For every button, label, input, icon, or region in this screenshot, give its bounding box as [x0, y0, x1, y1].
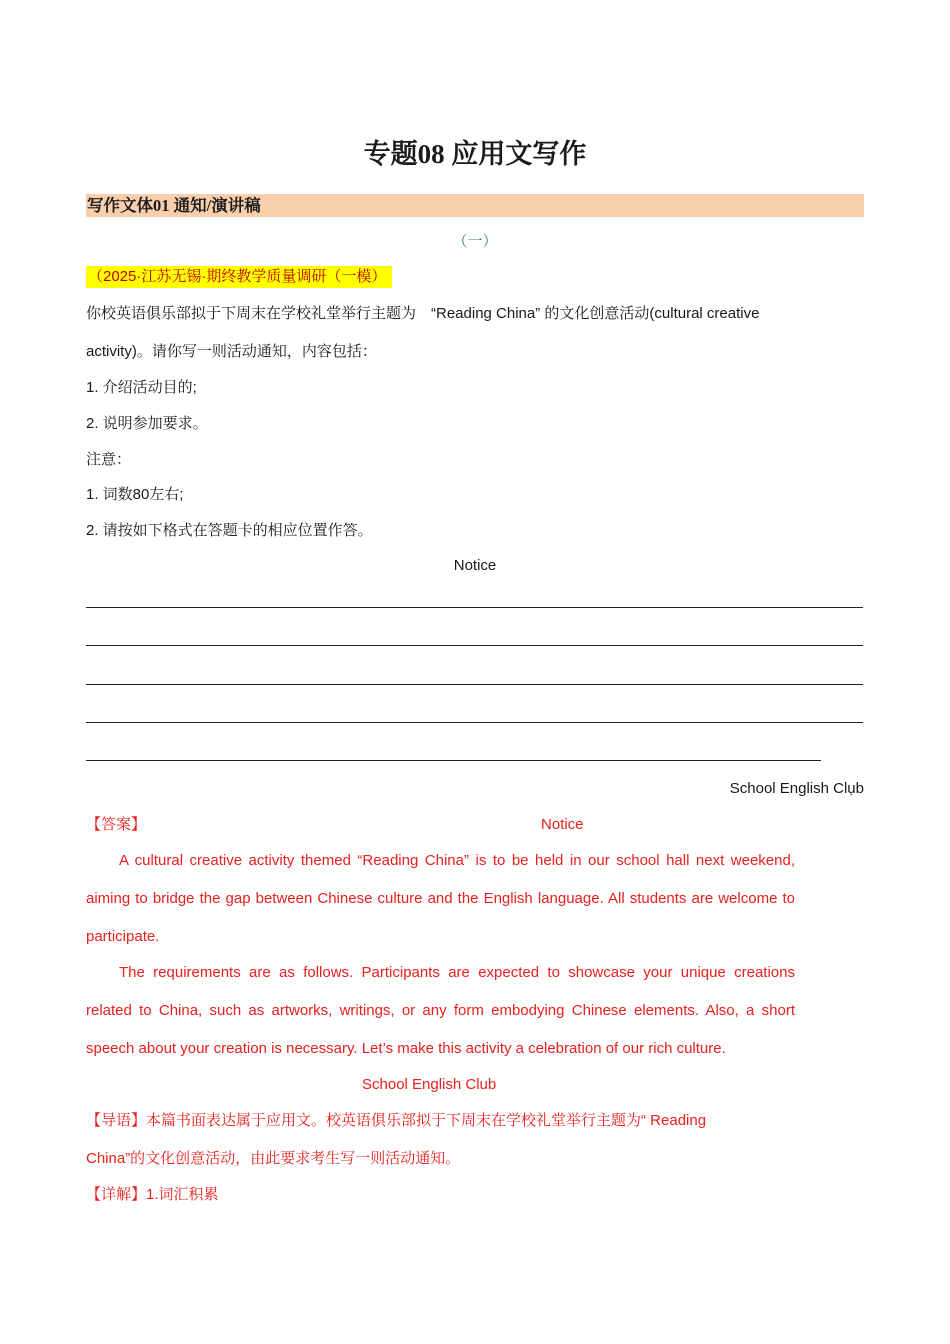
answer-line-4: [86, 722, 863, 723]
detail-text: 1.词汇积累: [146, 1186, 219, 1203]
detail-label: 【详解】: [86, 1186, 147, 1203]
detail-line: [86, 1184, 219, 1206]
answer-paragraph-2-line-2: related to China, such as artworks, writings, or any form embodying Chinese elements. Also, a short: [86, 1002, 795, 1019]
answer-line-5: [86, 760, 821, 761]
guide-line-1: [86, 1110, 706, 1132]
answer-label: 【答案】: [86, 816, 147, 833]
answer-paragraph-2-line-3: speech about your creation is necessary. Let’s make this activity a celebration of our rich culture.: [86, 1040, 726, 1057]
prompt-line-1: 你校英语俱乐部拟于下周末在学校礼堂举行主题为 “Reading China” 的文化创意活动(cultural creative: [86, 305, 760, 322]
answer-paragraph-1-line-1: A cultural creative activity themed “Reading China” is to be held in our school hall next weekend,: [119, 852, 795, 869]
source-tag: （2025·江苏无锡·期终教学质量调研（一模）: [86, 266, 392, 288]
question-number: （一）: [452, 233, 498, 250]
page-title: 专题08 应用文写作: [363, 139, 587, 169]
guide-line-2: China”的文化创意活动，由此要求考生写一则活动通知。: [86, 1150, 461, 1167]
answer-heading: Notice: [541, 816, 584, 833]
note-label: 注意：: [86, 451, 132, 468]
answer-paragraph-1-line-3: participate.: [86, 928, 160, 945]
section-heading: 写作文体01 通知/演讲稿: [86, 194, 864, 217]
guide-text-1: 本篇书面表达属于应用文。校英语俱乐部拟于下周末在学校礼堂举行主题为“ Reading: [146, 1112, 707, 1129]
answer-paragraph-2-line-1: The requirements are as follows. Participants are expected to showcase your unique creations: [119, 964, 795, 981]
answer-line-1: [86, 607, 863, 608]
answer-signature: School English Club: [362, 1076, 497, 1093]
note-item-1: 1. 词数80左右;: [86, 486, 184, 503]
answer-paragraph-1-line-2: aiming to bridge the gap between Chinese culture and the English language. All students are welcome to: [86, 890, 795, 907]
prompt-item-2: 2. 说明参加要求。: [86, 415, 208, 432]
answer-line-3: [86, 684, 863, 685]
prompt-line-2: activity)。请你写一则活动通知，内容包括：: [86, 343, 377, 360]
guide-label: 【导语】: [86, 1112, 147, 1129]
note-item-2: 2. 请按如下格式在答题卡的相应位置作答。: [86, 522, 373, 539]
prompt-item-1: 1. 介绍活动目的;: [86, 379, 197, 396]
template-heading: Notice: [453, 557, 497, 574]
template-signature: School English Clụb: [729, 780, 864, 797]
answer-line-2: [86, 645, 863, 646]
